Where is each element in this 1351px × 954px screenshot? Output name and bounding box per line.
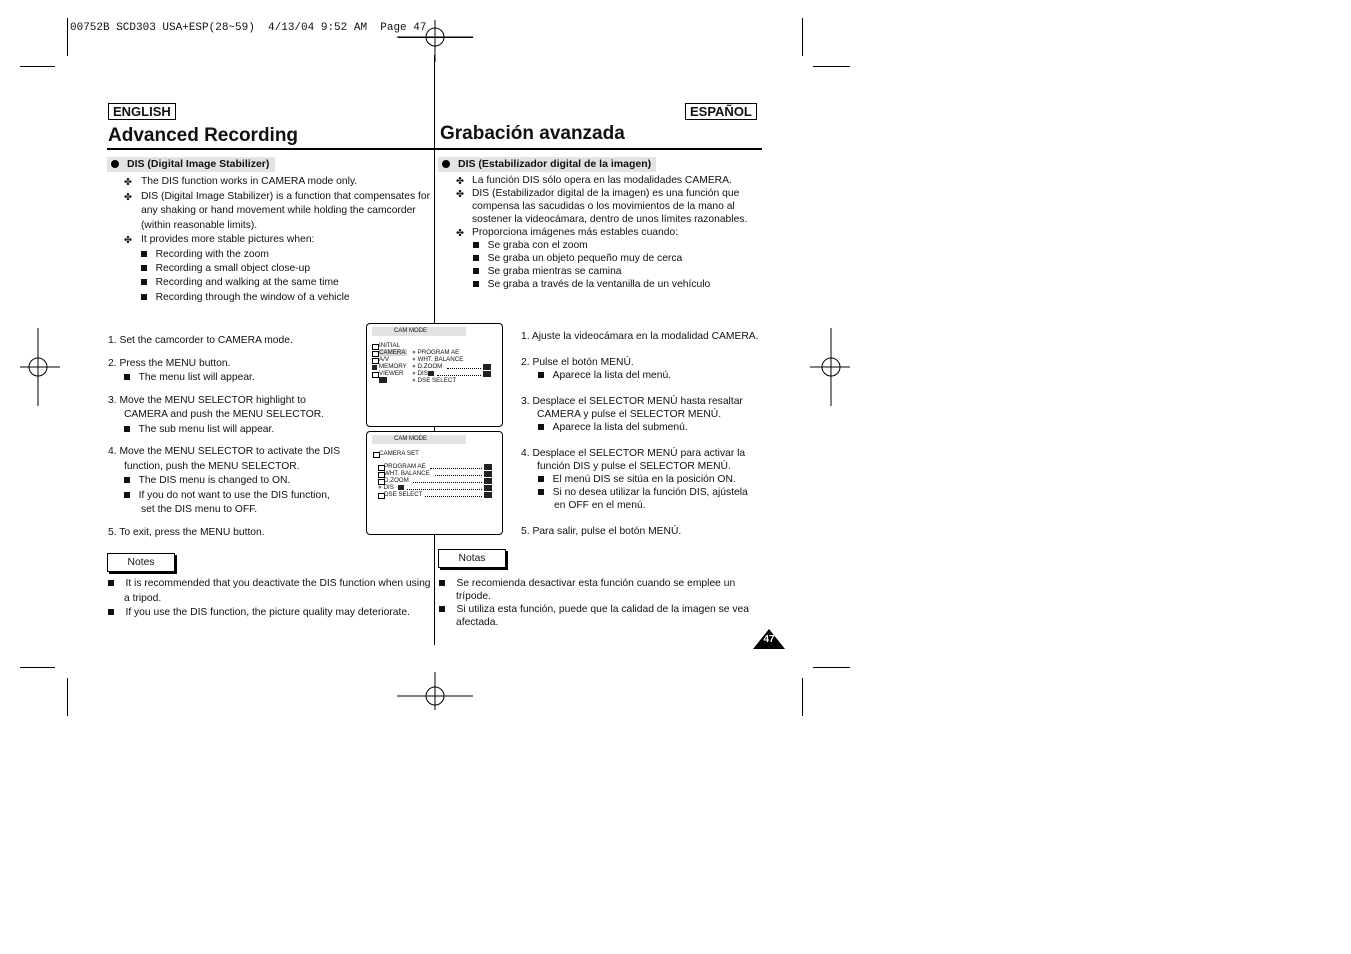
crop-mark — [813, 667, 850, 668]
leader-dots — [407, 489, 482, 490]
osd-submenu-item: WHT. BALANCE — [384, 470, 430, 477]
print-slug: 00752B SCD303 USA+ESP(28~59) 4/13/04 9:52 AM Page 47 — [70, 22, 427, 34]
es-step-2-note: Aparece la lista del menú. — [538, 369, 671, 384]
value-indicator — [484, 471, 492, 477]
es-sub-item: Se graba con el zoom — [473, 239, 588, 254]
registration-mark-right — [810, 328, 852, 406]
en-sub-item: Recording a small object close-up — [141, 262, 310, 277]
osd-menu-screen-1 — [366, 323, 503, 427]
en-note-item: It is recommended that you deactivate the DIS function when using — [108, 577, 431, 592]
en-note-item-cont: a tripod. — [124, 593, 162, 604]
osd-menu-item: INITIAL — [379, 342, 400, 349]
en-step-4: 4. Move the MENU SELECTOR to activate the DIS — [108, 446, 341, 457]
es-intro-line: Proporciona imágenes más estables cuando: — [472, 227, 679, 238]
en-intro-line: It provides more stable pictures when: — [141, 234, 315, 245]
es-intro-line: sostener la videocámara, dentro de unos límites razonables. — [472, 214, 748, 225]
crop-mark — [67, 18, 68, 56]
square-bullet-icon — [473, 281, 479, 287]
osd-submenu-item: ⋄ DIS — [412, 370, 428, 377]
square-bullet-icon — [439, 606, 445, 612]
leader-dots — [437, 375, 481, 376]
square-bullet-icon — [538, 372, 544, 378]
square-bullet-icon — [538, 489, 544, 495]
es-step-3: 3. Desplace el SELECTOR MENÚ hasta resaltar — [521, 396, 743, 407]
square-bullet-icon — [124, 426, 130, 432]
cross-bullet-icon: ✤ — [456, 228, 464, 239]
en-step-2-note: The menu list will appear. — [124, 371, 255, 386]
title-rule — [107, 148, 762, 150]
es-step-2: 2. Pulse el botón MENÚ. — [521, 357, 634, 368]
leader-dots — [435, 475, 482, 476]
es-step-1: 1. Ajuste la videocámara en la modalidad CAMERA. — [521, 331, 759, 342]
en-sub-item: Recording through the window of a vehicle — [141, 291, 350, 306]
notes-label-en: Notes — [107, 553, 175, 572]
en-sub-item: Recording with the zoom — [141, 248, 269, 263]
value-indicator — [483, 364, 491, 370]
registration-mark-left — [18, 328, 60, 406]
section-header-en: DIS (Digital Image Stabilizer) — [107, 157, 275, 172]
value-indicator — [484, 485, 492, 491]
es-note-item: Se recomienda desactivar esta función cuando se emplee un — [439, 577, 735, 592]
square-bullet-icon — [141, 265, 147, 271]
es-step-4-note: Si no desea utilizar la función DIS, ajústela — [538, 486, 748, 501]
crop-mark — [20, 667, 55, 668]
en-sub-item: Recording and walking at the same time — [141, 276, 339, 291]
registration-mark-bottom — [397, 672, 473, 712]
es-sub-item: Se graba mientras se camina — [473, 265, 622, 280]
es-note-item: Si utiliza esta función, puede que la calidad de la imagen se vea — [439, 603, 749, 618]
osd-menu-item: VIEWER — [379, 370, 404, 377]
osd-menu-item: MEMORY — [379, 363, 407, 370]
osd-submenu-item-selected: ⋄ DIS — [378, 484, 394, 491]
osd-menu-screen-2 — [366, 431, 503, 535]
en-intro-line: DIS (Digital Image Stabilizer) is a function that compensates for — [141, 191, 431, 202]
osd-submenu-title: CAMERA SET — [379, 450, 419, 457]
square-bullet-icon — [538, 476, 544, 482]
square-bullet-icon — [124, 477, 130, 483]
en-step-3-note: The sub menu list will appear. — [124, 423, 274, 438]
square-bullet-icon — [124, 492, 130, 498]
menu-icon — [372, 344, 379, 350]
osd-submenu-item: PROGRAM AE — [384, 463, 426, 470]
bullet-dot-icon — [442, 160, 450, 168]
square-bullet-icon — [141, 279, 147, 285]
square-bullet-icon — [473, 268, 479, 274]
square-bullet-icon — [473, 242, 479, 248]
value-indicator — [484, 478, 492, 484]
leader-dots — [425, 496, 482, 497]
osd-menu-item-selected: CAMERA — [379, 349, 406, 356]
value-indicator — [484, 464, 492, 470]
hand-icon — [428, 371, 434, 376]
leader-dots — [447, 368, 481, 369]
es-sub-item: Se graba a través de la ventanilla de un vehículo — [473, 278, 710, 293]
square-bullet-icon — [141, 294, 147, 300]
lang-tag-english: ENGLISH — [108, 103, 176, 120]
en-intro-line: The DIS function works in CAMERA mode only. — [141, 176, 358, 187]
en-step-4-note: The DIS menu is changed to ON. — [124, 474, 290, 489]
osd-submenu-item: D.ZOOM — [384, 477, 409, 484]
av-icon — [372, 358, 379, 364]
bullet-dot-icon — [111, 160, 119, 168]
section-header-es: DIS (Estabilizador digital de la imagen) — [438, 157, 656, 172]
en-step-1: 1. Set the camcorder to CAMERA mode. — [108, 335, 293, 346]
crop-mark — [802, 18, 803, 56]
cross-bullet-icon: ✤ — [124, 192, 132, 203]
es-step-4-note-cont: en OFF en el menú. — [554, 500, 646, 511]
en-step-3: 3. Move the MENU SELECTOR highlight to — [108, 395, 306, 406]
square-bullet-icon — [108, 580, 114, 586]
memory-icon — [372, 365, 377, 370]
es-note-item-cont: trípode. — [456, 591, 491, 602]
es-step-5: 5. Para salir, pulse el botón MENÚ. — [521, 526, 682, 537]
hand-icon — [398, 485, 404, 490]
osd-submenu-item: ⋄ PROGRAM AE — [412, 349, 460, 356]
lang-tag-espanol: ESPAÑOL — [685, 103, 757, 120]
cross-bullet-icon: ✤ — [456, 189, 464, 200]
osd-submenu-item: ⋄ DSE SELECT — [412, 377, 457, 384]
es-step-3-cont: CAMERA y pulse el SELECTOR MENÚ. — [537, 409, 722, 420]
osd-submenu-item: DSE SELECT — [384, 491, 423, 498]
es-step-4-note: El menú DIS se sitúa en la posición ON. — [538, 473, 736, 488]
square-bullet-icon — [108, 609, 114, 615]
viewer-icon — [372, 372, 379, 378]
page-title-es: Grabación avanzada — [440, 123, 625, 144]
hand-icon — [379, 377, 387, 383]
es-intro-line: La función DIS sólo opera en las modalidades CAMERA. — [472, 175, 732, 186]
en-step-4-note-cont: set the DIS menu to OFF. — [141, 504, 258, 515]
crop-mark — [813, 66, 850, 67]
leader-dots — [430, 468, 482, 469]
notes-label-es: Notas — [438, 549, 506, 568]
leader-dots — [413, 482, 482, 483]
cross-bullet-icon: ✤ — [124, 235, 132, 246]
slug-underline — [398, 37, 473, 38]
cross-bullet-icon: ✤ — [456, 176, 464, 187]
en-step-2: 2. Press the MENU button. — [108, 358, 231, 369]
square-bullet-icon — [141, 251, 147, 257]
square-bullet-icon — [473, 255, 479, 261]
cross-bullet-icon: ✤ — [124, 177, 132, 188]
osd-submenu-item: ⋄ D.ZOOM — [412, 363, 443, 370]
en-step-4-cont: function, push the MENU SELECTOR. — [124, 461, 300, 472]
es-sub-item: Se graba un objeto pequeño muy de cerca — [473, 252, 682, 267]
crop-mark — [802, 678, 803, 716]
es-intro-line: DIS (Estabilizador digital de la imagen) es una función que — [472, 188, 740, 199]
value-indicator — [483, 371, 491, 377]
page-title-en: Advanced Recording — [108, 125, 299, 146]
es-step-3-note: Aparece la lista del submenú. — [538, 421, 688, 436]
en-step-4-note: If you do not want to use the DIS function, — [124, 489, 330, 504]
en-step-5: 5. To exit, press the MENU button. — [108, 527, 265, 538]
en-step-3-cont: CAMERA and push the MENU SELECTOR. — [124, 409, 325, 420]
en-intro-line: (within reasonable limits). — [141, 220, 258, 231]
crop-mark — [20, 66, 55, 67]
es-intro-line: compensa las sacudidas o los movimientos de la mano al — [472, 201, 735, 212]
square-bullet-icon — [538, 424, 544, 430]
square-bullet-icon — [439, 580, 445, 586]
osd-mode-header: CAM MODE — [372, 435, 466, 444]
osd-menu-item: A/V — [379, 356, 389, 363]
en-intro-line: any shaking or hand movement while holding the camcorder — [141, 205, 416, 216]
page-number: 47 — [763, 634, 775, 645]
square-bullet-icon — [124, 374, 130, 380]
en-note-item: If you use the DIS function, the picture quality may deteriorate. — [108, 606, 410, 621]
es-step-4-cont: función DIS y pulse el SELECTOR MENÚ. — [537, 461, 731, 472]
value-indicator — [484, 492, 492, 498]
camera-icon — [372, 351, 379, 357]
es-step-4: 4. Desplace el SELECTOR MENÚ para activar la — [521, 448, 746, 459]
crop-mark — [67, 678, 68, 716]
osd-submenu-item: ⋄ WHT. BALANCE — [412, 356, 464, 363]
es-note-item-cont: afectada. — [456, 617, 499, 628]
osd-mode-header: CAM MODE — [372, 327, 466, 336]
